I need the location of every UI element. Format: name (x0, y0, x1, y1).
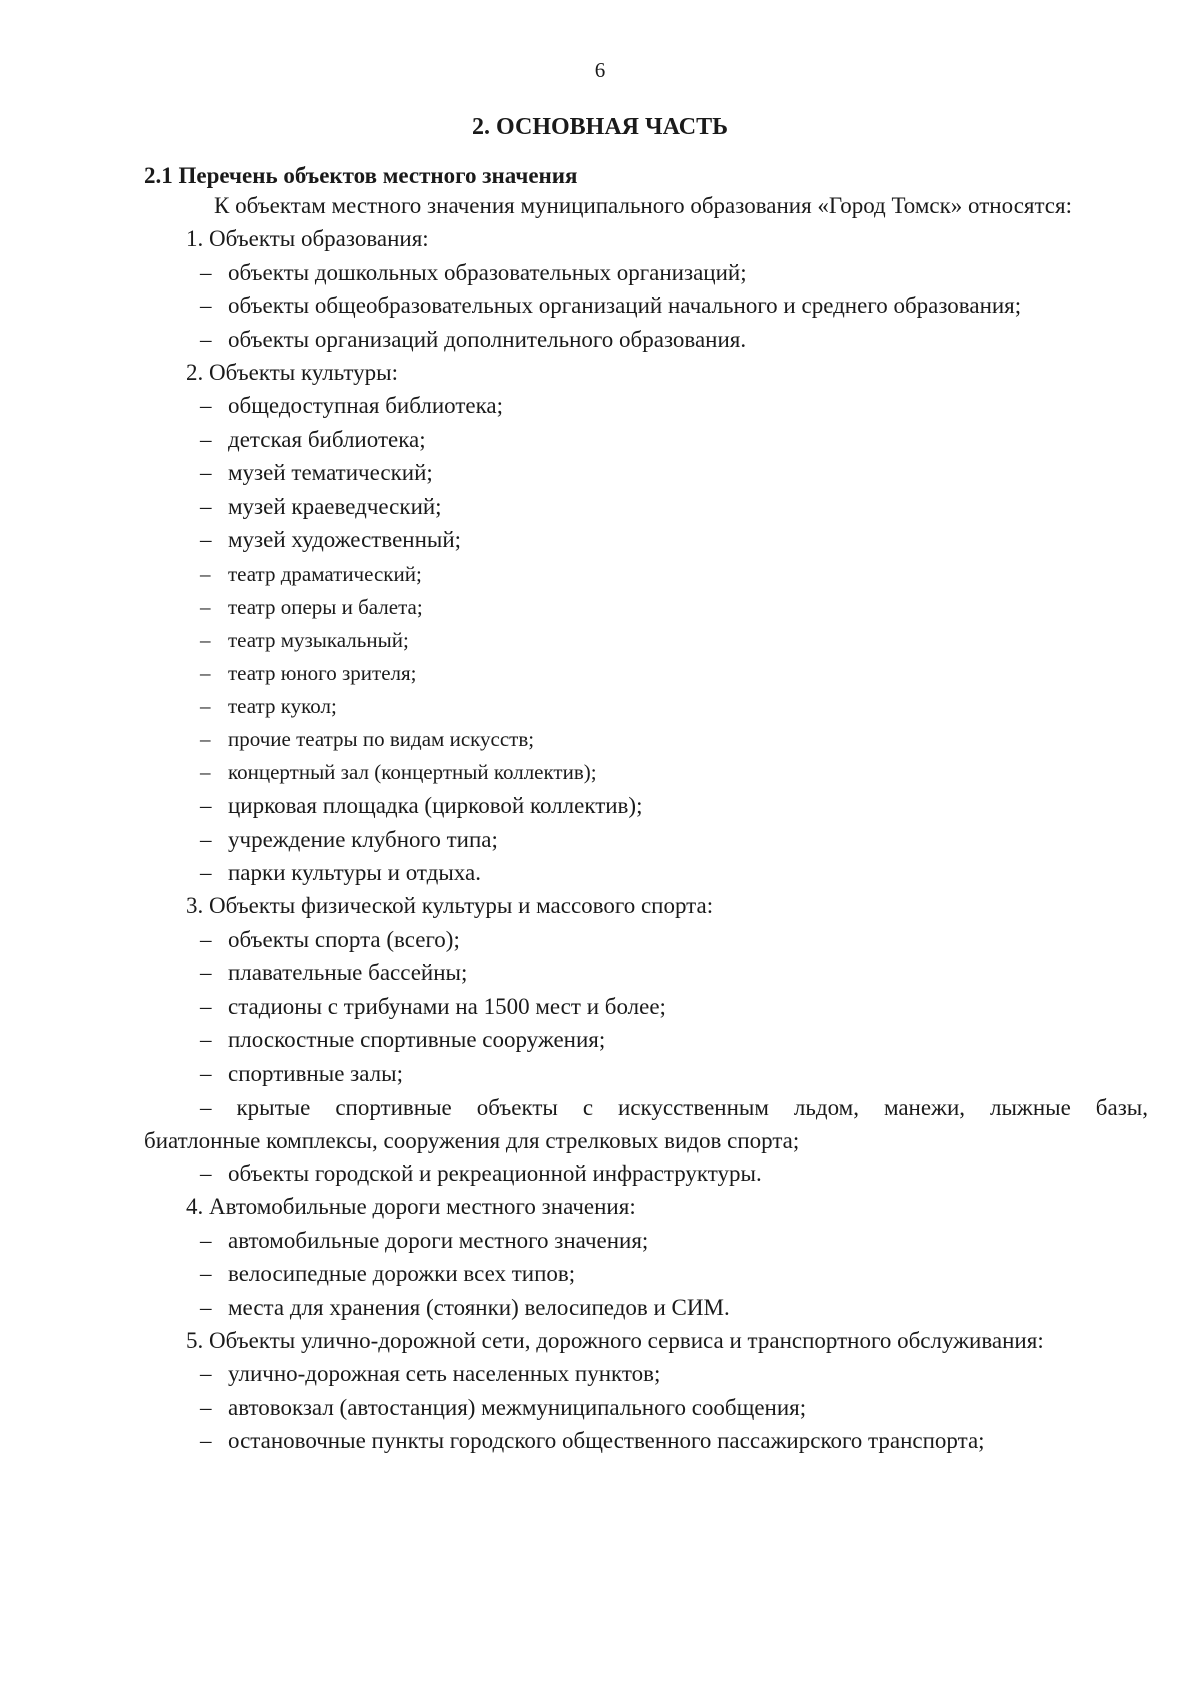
list-item: – музей краеведческий; (200, 494, 442, 519)
list-item: – детская библиотека; (200, 427, 426, 452)
list-item: – спортивные залы; (200, 1061, 403, 1086)
list-item: – плоскостные спортивные сооружения; (200, 1027, 606, 1052)
list-item: – музей тематический; (200, 460, 433, 485)
list-item: – велосипедные дорожки всех типов; (200, 1261, 576, 1286)
section-heading: 2. ОСНОВНАЯ ЧАСТЬ (472, 114, 728, 140)
list-item: – концертный зал (концертный коллектив); (200, 760, 597, 784)
list-item: – прочие театры по видам искусств; (200, 727, 535, 751)
list-item: – театр юного зрителя; (200, 661, 417, 685)
list-item: – учреждение клубного типа; (200, 827, 498, 852)
list-item: – плавательные бассейны; (200, 960, 468, 985)
list-item: – объекты организаций дополнительного образования. (200, 327, 747, 352)
list-item: – улично-дорожная сеть населенных пунктов; (200, 1361, 661, 1386)
list-item: – театр драматический; (200, 562, 422, 586)
list-item: – объекты дошкольных образовательных организаций; (200, 260, 747, 285)
list-item: – музей художественный; (200, 527, 462, 552)
list-heading-sport: 3. Объекты физической культуры и массового спорта: (186, 893, 714, 918)
list-item: – объекты общеобразовательных организаций начального и среднего образования; (200, 293, 1022, 318)
list-heading-transport: 5. Объекты улично-дорожной сети, дорожного сервиса и транспортного обслуживания: (186, 1328, 1044, 1353)
list-item: – парки культуры и отдыха. (200, 860, 481, 885)
list-item: – объекты городской и рекреационной инфраструктуры. (200, 1161, 762, 1186)
list-item: – цирковая площадка (цирковой коллектив); (200, 793, 643, 818)
list-item: – остановочные пункты городского общественного пассажирского транспорта; (200, 1428, 985, 1453)
list-heading-culture: 2. Объекты культуры: (186, 360, 398, 385)
list-item-wrapped-line2: биатлонные комплексы, сооружения для стрелковых видов спорта; (144, 1128, 800, 1153)
list-item: – театр оперы и балета; (200, 595, 423, 619)
list-item: – автовокзал (автостанция) межмуниципального сообщения; (200, 1395, 807, 1420)
list-item-wrapped-line1: – крытые спортивные объекты с искусственным льдом, манежи, лыжные базы, (200, 1095, 1148, 1120)
list-heading-roads: 4. Автомобильные дороги местного значения: (186, 1194, 636, 1219)
page-number: 6 (594, 58, 606, 82)
intro-paragraph: К объектам местного значения муниципального образования «Город Томск» относятся: (214, 193, 1072, 218)
list-item: – театр музыкальный; (200, 628, 409, 652)
subsection-heading: 2.1 Перечень объектов местного значения (144, 163, 578, 188)
list-item: – стадионы с трибунами на 1500 мест и более; (200, 994, 666, 1019)
list-item: – автомобильные дороги местного значения; (200, 1228, 649, 1253)
list-item: – театр кукол; (200, 694, 337, 718)
list-item: – места для хранения (стоянки) велосипедов и СИМ. (200, 1295, 730, 1320)
list-item: – объекты спорта (всего); (200, 927, 460, 952)
list-heading-education: 1. Объекты образования: (186, 226, 429, 251)
list-item: – общедоступная библиотека; (200, 393, 504, 418)
